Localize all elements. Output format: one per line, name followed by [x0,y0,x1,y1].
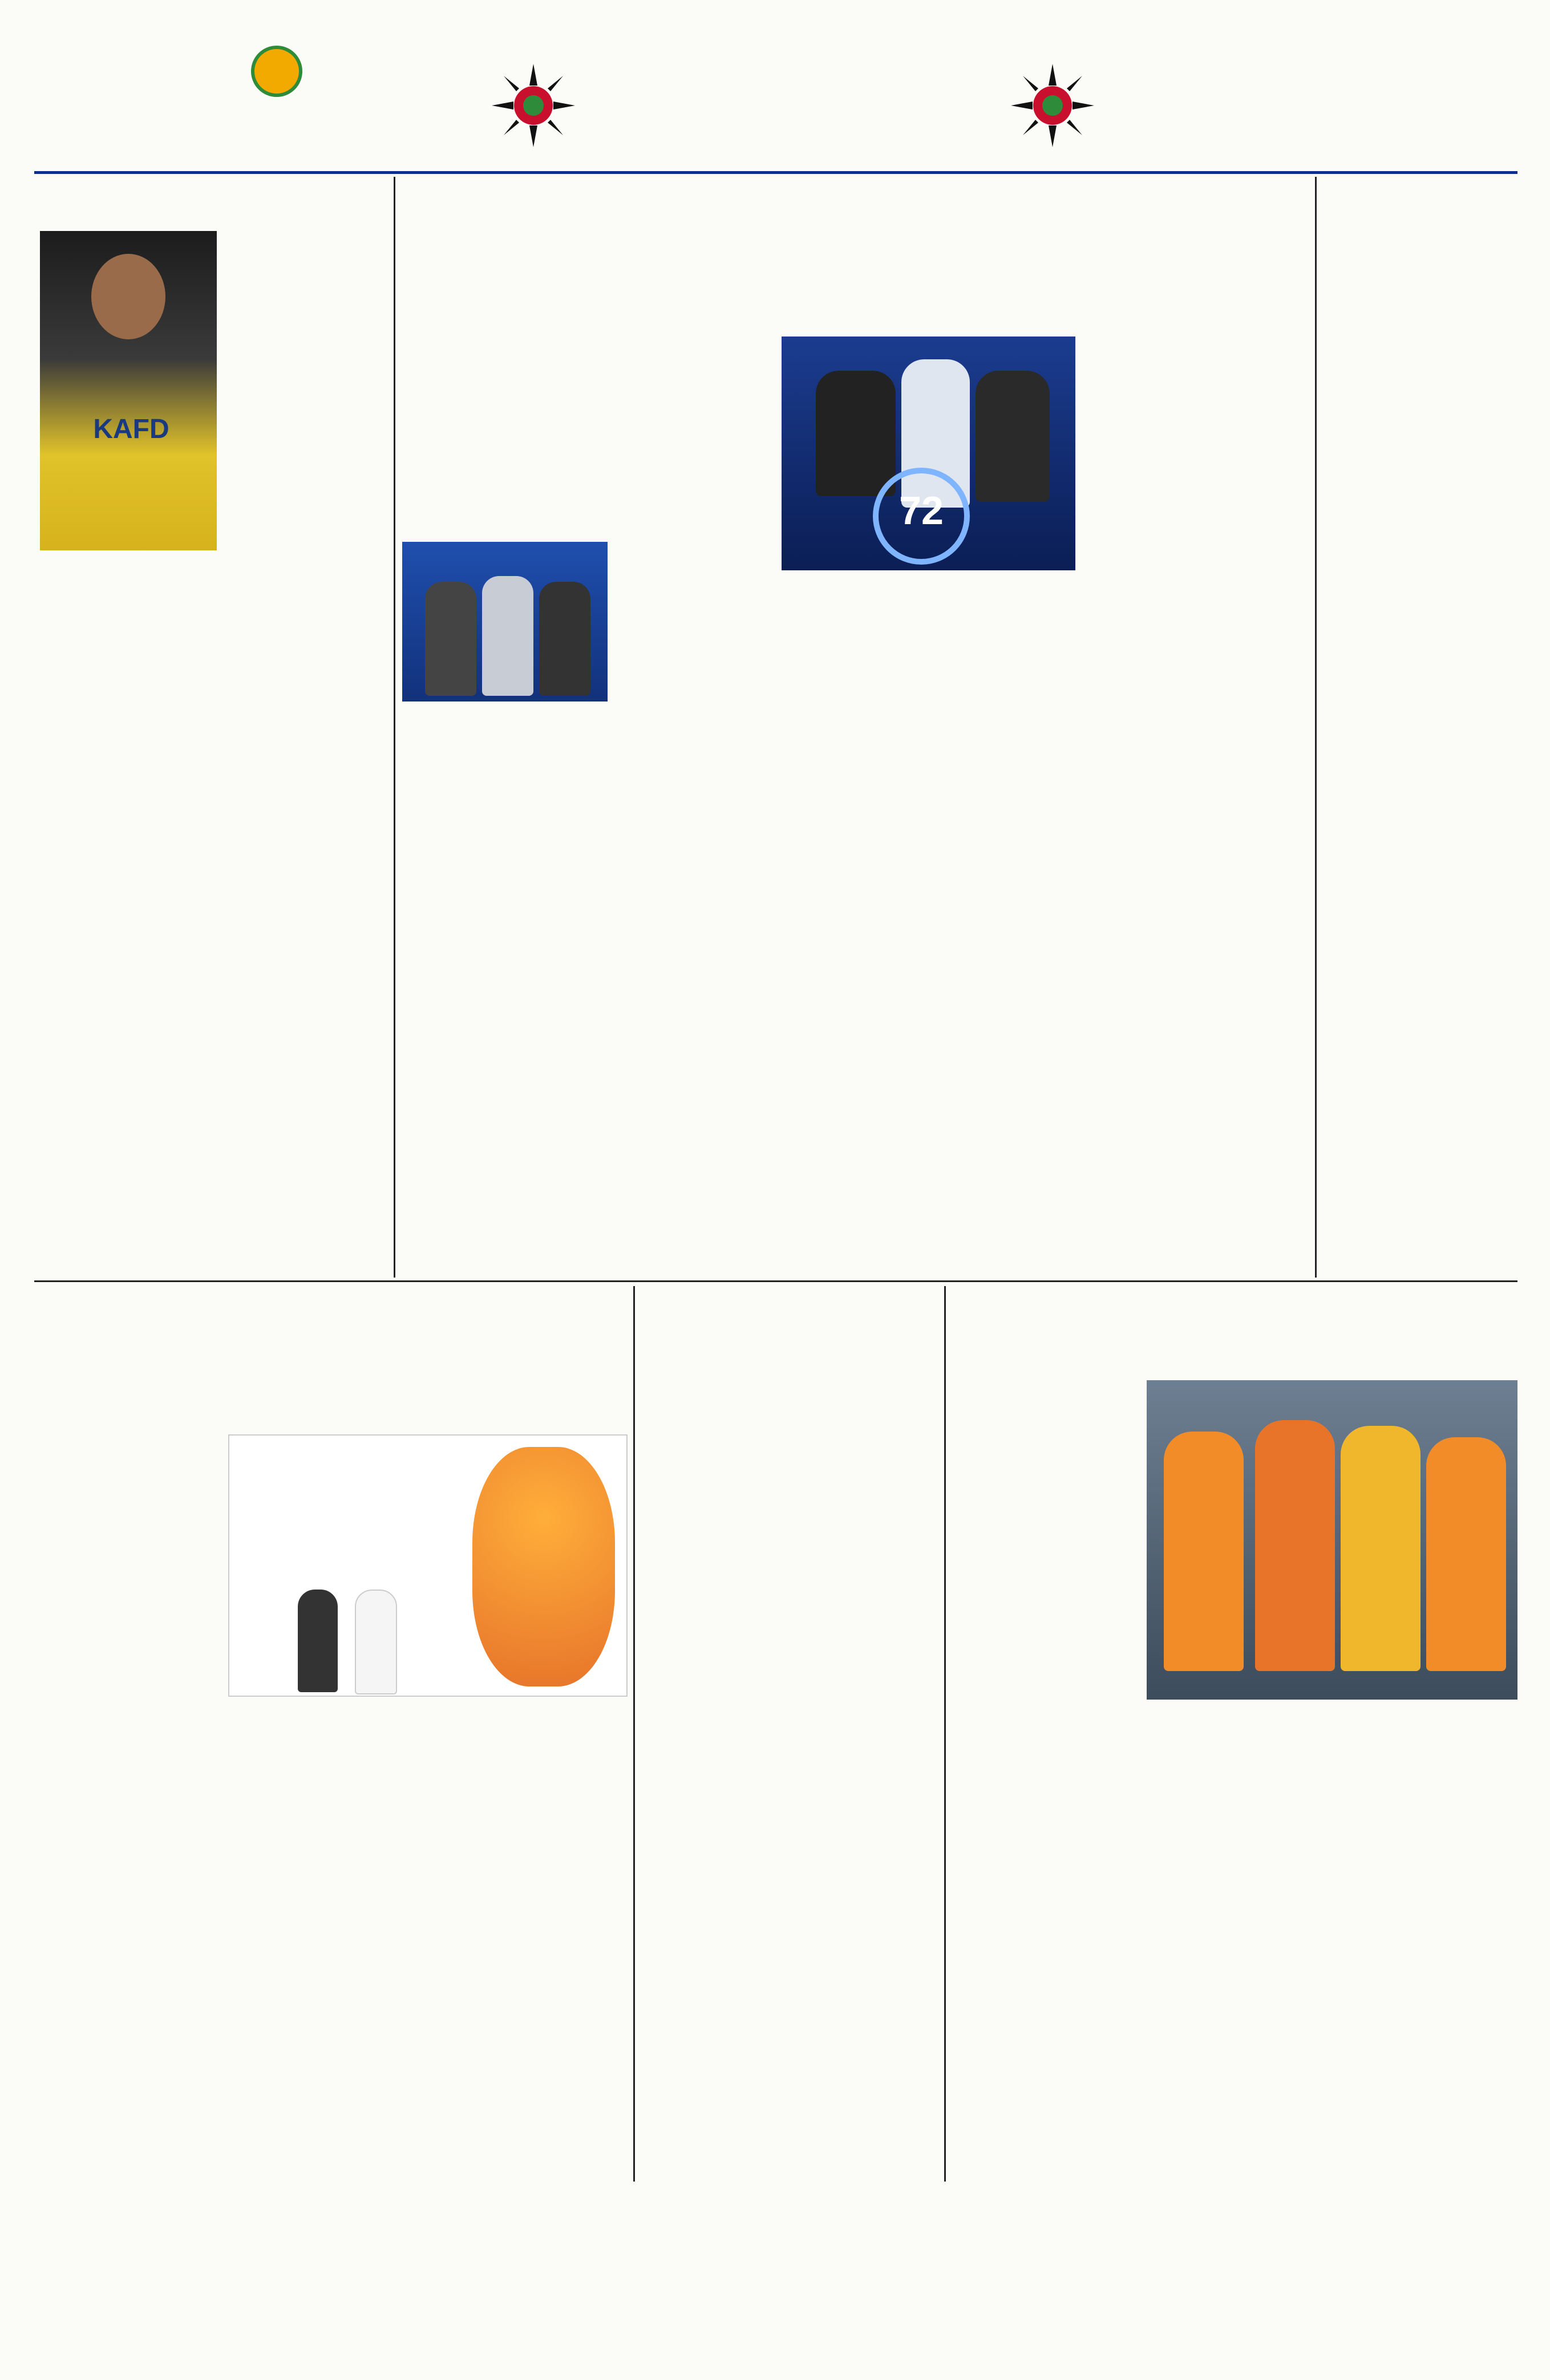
section-title-en [605,63,947,103]
golf-col-4 [613,582,1070,702]
michigan-headline [642,1725,938,1777]
sun-emblem-icon [1010,63,1095,148]
gulf-giants-article [953,1286,1517,2182]
asian-games-subhead [46,1357,622,1429]
sun-emblem-icon [491,63,576,148]
golf-subhead [414,262,1298,331]
gulf-giants-col-2 [953,1711,1135,2173]
dateline [605,136,947,159]
golf-headline [402,188,1309,257]
gulf-giants-photo [1147,1380,1517,1700]
gulf-giants-col-3 [1141,1711,1324,2173]
asian-games-poster [228,1434,628,1697]
page-number [51,71,120,134]
masthead [34,40,1517,171]
tim-paine-article [642,1286,938,2182]
asian-games-col-2 [228,1708,422,2176]
asian-games-article [40,1286,628,2182]
indori-body [1324,279,1517,702]
tim-paine-headline [642,1295,938,1352]
golf-launch-photo: 72 [782,336,1075,570]
gulf-giants-col-1 [953,1383,1141,1702]
divider [633,1286,635,2182]
ronaldo-body-right [222,231,388,550]
golf-col-1 [1081,342,1309,702]
ronaldo-body [40,556,388,702]
website-link[interactable] [605,102,947,130]
golf-launch-photo-2 [402,542,608,702]
paper-logo [165,46,405,165]
poster-city [241,1552,480,1575]
poster-english-title [241,1521,480,1550]
ronaldo-article [40,177,388,702]
asian-games-col-3 [434,1708,628,2176]
divider [944,1286,946,2182]
divider [1315,177,1317,1278]
ronaldo-headline [40,177,388,228]
divider [394,177,395,1278]
header-divider [34,171,1517,174]
gulf-giants-kicker [953,1286,1517,1315]
section-title-urdu [1118,57,1506,154]
indori-headline [1324,177,1517,274]
golf-article [402,177,1309,702]
brook-box [402,542,408,548]
ronaldo-photo: KAFD [40,231,217,550]
tim-paine-body [642,1360,938,1714]
gulf-giants-col-4 [1329,1711,1517,2173]
poster-arabic-title [241,1481,480,1515]
logo-badge [251,46,302,97]
michigan-body [642,1782,938,2176]
asian-games-headline [40,1295,628,1352]
asian-games-col-1 [40,1434,222,2176]
gulf-giants-headline [953,1317,1517,1375]
indori-article [1324,177,1517,702]
row-divider [34,1280,1517,1282]
header-date [165,137,405,160]
paper-name [165,97,405,137]
